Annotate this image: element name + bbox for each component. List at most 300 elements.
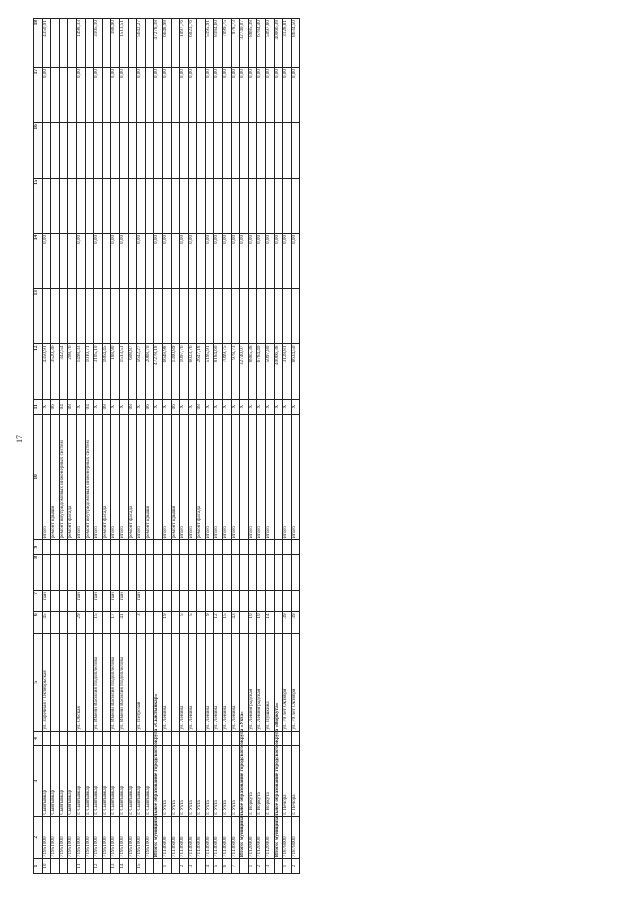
table-cell — [266, 591, 275, 612]
table-cell: 39 — [283, 612, 292, 633]
header-cell: 6 — [34, 612, 43, 633]
table-cell: Х — [283, 399, 292, 414]
table-cell: 71136000 — [231, 816, 240, 859]
table-cell — [119, 555, 128, 591]
table-cell: 08 — [102, 399, 111, 414]
table-cell: 1498,33 — [76, 344, 85, 399]
table-cell: 8885,38 — [248, 344, 257, 399]
header-cell: 18 — [34, 19, 43, 68]
table-cell: 32740,07 — [240, 344, 249, 399]
table-cell — [231, 123, 240, 178]
table-cell — [128, 123, 137, 178]
table-cell: 3128,81 — [283, 19, 292, 68]
table-cell — [231, 591, 240, 612]
table-cell — [42, 123, 51, 178]
table-cell — [257, 123, 266, 178]
table-cell — [145, 540, 154, 555]
table-cell — [180, 555, 189, 591]
table-cell: Х — [231, 399, 240, 414]
page-number: 17 — [15, 435, 24, 443]
table-cell: 2647,18 — [197, 344, 206, 399]
table-cell — [85, 178, 94, 233]
table-cell: 17 — [111, 612, 120, 633]
table-row — [180, 19, 189, 874]
table-cell — [145, 591, 154, 612]
table-cell — [102, 555, 111, 591]
header-cell: 16 — [34, 123, 43, 178]
table-cell: 7099,75 — [223, 344, 232, 399]
table-cell: 08 — [128, 399, 137, 414]
table-cell: итого — [162, 414, 171, 539]
table-cell — [291, 289, 300, 344]
table-cell: итого — [214, 414, 223, 539]
table-cell: 0,00 — [76, 233, 85, 288]
table-cell: 0,00 — [283, 233, 292, 288]
table-cell — [240, 555, 249, 591]
table-cell — [94, 178, 103, 233]
table-row — [111, 19, 120, 874]
table-cell: 6648,98 — [162, 344, 171, 399]
table-cell — [248, 731, 257, 746]
table-cell: г. Сывтывкар — [111, 746, 120, 816]
table-cell — [59, 289, 68, 344]
table-cell — [51, 178, 60, 233]
table-cell — [145, 123, 154, 178]
table-cell: 1 — [162, 859, 171, 874]
table-cell: 71951000 — [111, 816, 120, 859]
table-row — [102, 19, 111, 874]
table-cell: 0,00 — [188, 233, 197, 288]
table-cell: 71136000 — [214, 816, 223, 859]
table-cell: 71951000 — [128, 816, 137, 859]
table-cell — [76, 289, 85, 344]
table-cell: 0,00 — [42, 68, 51, 123]
table-cell — [42, 178, 51, 233]
header-row — [34, 19, 43, 874]
table-cell: 08 — [197, 399, 206, 414]
table-cell — [248, 540, 257, 555]
table-cell — [102, 731, 111, 746]
table-cell: 40066,38 — [274, 344, 283, 399]
table-cell: итого — [76, 414, 85, 539]
table-cell: Итого: муниципальное образование городского округа «Воркута» — [274, 816, 283, 859]
table-row — [223, 19, 232, 874]
table-cell — [240, 289, 249, 344]
table-cell — [188, 731, 197, 746]
table-cell — [188, 540, 197, 555]
table-cell: 71951000 — [68, 816, 77, 859]
table-cell: г. Воркута — [266, 746, 275, 816]
table-cell — [197, 555, 206, 591]
table-cell: Х — [291, 399, 300, 414]
table-cell: г. Ухта — [231, 746, 240, 816]
table-cell — [51, 289, 60, 344]
table-cell — [223, 591, 232, 612]
table-cell: 5642,27 — [137, 344, 146, 399]
table-cell: 0,00 — [214, 233, 223, 288]
table-cell — [51, 612, 60, 633]
table-row — [128, 19, 137, 874]
table-cell: г. Сывтывкар — [102, 746, 111, 816]
table-cell — [137, 123, 146, 178]
table-cell: 71136000 — [180, 816, 189, 859]
table-cell: пан — [76, 591, 85, 612]
table-row — [171, 19, 180, 874]
table-cell: 188,90 — [111, 19, 120, 68]
table-cell — [205, 178, 214, 233]
table-cell — [111, 123, 120, 178]
table-cell — [291, 540, 300, 555]
table-cell: 29 — [76, 612, 85, 633]
table-cell: 14 — [119, 859, 128, 874]
table-cell — [283, 555, 292, 591]
table-cell: 4350,91 — [42, 19, 51, 68]
table-cell: г. Воркута — [257, 746, 266, 816]
table-cell — [145, 289, 154, 344]
table-cell — [68, 123, 77, 178]
table-row — [94, 19, 103, 874]
table-cell: 71136000 — [171, 816, 180, 859]
table-cell: 5 — [180, 612, 189, 633]
table-cell: 71120000 — [257, 816, 266, 859]
table-row — [248, 19, 257, 874]
table-cell: Х — [137, 399, 146, 414]
table-cell — [180, 178, 189, 233]
table-cell — [171, 123, 180, 178]
table-cell: 0,00 — [111, 233, 120, 288]
table-cell — [205, 123, 214, 178]
header-cell: 10 — [34, 414, 43, 539]
table-cell — [214, 289, 223, 344]
table-cell: г. Сывтывкар — [137, 746, 146, 816]
table-cell: 0,00 — [274, 233, 283, 288]
table-cell: 08 — [68, 399, 77, 414]
table-cell: итого — [231, 414, 240, 539]
table-cell — [128, 289, 137, 344]
table-cell: Х — [76, 399, 85, 414]
table-cell: 6 — [223, 859, 232, 874]
table-cell — [59, 123, 68, 178]
table-cell: 14 — [266, 612, 275, 633]
table-cell — [274, 289, 283, 344]
table-cell: Сывтывкар — [59, 746, 68, 816]
table-cell — [145, 555, 154, 591]
table-cell: 5195,91 — [205, 344, 214, 399]
table-cell: Итого: муниципальное образование городского округа «Сыктывкар» — [154, 816, 163, 859]
table-cell — [171, 591, 180, 612]
table-cell: 0,00 — [162, 233, 171, 288]
table-cell: 0,00 — [42, 233, 51, 288]
table-cell: Х — [205, 399, 214, 414]
table-cell — [102, 289, 111, 344]
table-cell — [76, 178, 85, 233]
table-cell: ремонт фасада — [102, 414, 111, 539]
table-cell: Х — [214, 399, 223, 414]
table-cell: Х — [248, 399, 257, 414]
table-cell — [248, 123, 257, 178]
table-cell — [154, 414, 163, 539]
table-cell — [223, 178, 232, 233]
table-cell: 04 — [85, 399, 94, 414]
table-cell: 06 — [51, 399, 60, 414]
table-cell — [102, 540, 111, 555]
header-cell: 7 — [34, 591, 43, 612]
table-cell — [223, 123, 232, 178]
header-cell: 15 — [34, 178, 43, 233]
table-cell — [68, 540, 77, 555]
table-cell: г. Сывтывкар — [85, 746, 94, 816]
table-cell: ул. Ленина — [223, 633, 232, 731]
table-cell — [257, 289, 266, 344]
table-cell — [59, 731, 68, 746]
table-cell — [283, 591, 292, 612]
table-cell — [266, 555, 275, 591]
budget-table — [33, 18, 300, 874]
table-cell: 0,00 — [266, 233, 275, 288]
table-cell: 71951000 — [94, 816, 103, 859]
table-cell: 5 — [188, 612, 197, 633]
table-cell — [257, 540, 266, 555]
table-cell — [162, 591, 171, 612]
table-cell — [240, 178, 249, 233]
table-cell: итого — [137, 414, 146, 539]
table-cell — [111, 731, 120, 746]
table-cell: 0,00 — [119, 233, 128, 288]
table-cell — [102, 178, 111, 233]
table-cell: 0,00 — [214, 68, 223, 123]
header-cell: 2 — [34, 816, 43, 859]
table-cell: 43 — [231, 612, 240, 633]
table-cell: 5097,80 — [266, 344, 275, 399]
table-cell — [180, 731, 189, 746]
table-cell — [162, 289, 171, 344]
table-cell: 6023,76 — [188, 19, 197, 68]
table-cell: 10 — [257, 612, 266, 633]
table-cell — [42, 540, 51, 555]
table-cell — [257, 591, 266, 612]
table-cell — [197, 289, 206, 344]
table-cell: Сывтывкар — [68, 746, 77, 816]
table-cell — [128, 540, 137, 555]
table-row — [274, 19, 283, 874]
table-row — [162, 19, 171, 874]
table-cell — [137, 731, 146, 746]
table-row — [188, 19, 197, 874]
table-row — [137, 19, 146, 874]
table-cell — [76, 540, 85, 555]
table-cell — [162, 731, 171, 746]
rotated-table-wrapper — [33, 18, 628, 874]
table-cell: 06 — [171, 399, 180, 414]
table-cell: 1300,89 — [171, 344, 180, 399]
table-cell: Х — [257, 399, 266, 414]
table-cell — [59, 540, 68, 555]
table-cell — [51, 859, 60, 874]
table-cell: г. Печора — [291, 746, 300, 816]
table-cell: 1010,71 — [85, 344, 94, 399]
table-cell: ремонт внутридомовых инженерных систем — [59, 414, 68, 539]
table-cell: ремонт фасада — [128, 414, 137, 539]
table-cell — [231, 540, 240, 555]
table-cell — [283, 178, 292, 233]
table-cell — [205, 289, 214, 344]
table-cell: г. Ухта — [162, 746, 171, 816]
table-cell: 15 — [94, 612, 103, 633]
table-cell: 0,00 — [205, 68, 214, 123]
table-cell — [214, 178, 223, 233]
table-cell: 4350,91 — [42, 344, 51, 399]
table-cell — [274, 555, 283, 591]
table-cell — [257, 178, 266, 233]
header-cell: 1 — [34, 859, 43, 874]
table-cell: 32740,07 — [240, 19, 249, 68]
table-cell — [248, 555, 257, 591]
table-cell: ул. Ленина — [205, 633, 214, 731]
table-cell: 0,00 — [266, 68, 275, 123]
table-cell: 1 — [283, 859, 292, 874]
table-cell: 2 — [291, 859, 300, 874]
table-cell: ремонт фасада — [68, 414, 77, 539]
table-cell: 8634,50 — [291, 19, 300, 68]
table-cell: 04 — [59, 399, 68, 414]
table-cell — [145, 612, 154, 633]
table-cell: итого — [180, 414, 189, 539]
table-cell: 71951000 — [102, 816, 111, 859]
table-cell: 0,00 — [162, 68, 171, 123]
table-cell — [111, 289, 120, 344]
table-cell: 6784,40 — [257, 344, 266, 399]
table-cell: 7099,75 — [223, 19, 232, 68]
table-cell — [111, 555, 120, 591]
table-cell — [128, 555, 137, 591]
table-cell — [94, 731, 103, 746]
table-cell — [240, 123, 249, 178]
table-cell: г. Печора — [283, 746, 292, 816]
table-cell: 608,87 — [128, 344, 137, 399]
table-cell — [59, 178, 68, 233]
table-cell: 71951000 — [51, 816, 60, 859]
table-cell — [68, 178, 77, 233]
table-row — [119, 19, 128, 874]
table-cell — [51, 633, 60, 731]
table-cell — [188, 289, 197, 344]
table-cell — [291, 591, 300, 612]
table-cell: ул. Ленинградская — [257, 633, 266, 731]
table-cell: 0,00 — [274, 68, 283, 123]
table-cell: 3 — [266, 859, 275, 874]
header-cell: 14 — [34, 233, 43, 288]
table-cell — [85, 123, 94, 178]
table-cell — [231, 178, 240, 233]
table-cell: г. Ухта — [214, 746, 223, 816]
table-cell: Х — [42, 399, 51, 414]
table-row — [68, 19, 77, 874]
table-cell — [94, 555, 103, 591]
table-cell: 0,00 — [137, 68, 146, 123]
table-cell: ул. 70 лет Октября — [291, 633, 300, 731]
table-cell — [266, 123, 275, 178]
table-cell — [274, 178, 283, 233]
table-row — [283, 19, 292, 874]
table-cell — [266, 540, 275, 555]
table-cell — [137, 289, 146, 344]
table-cell: г. Ухта — [205, 746, 214, 816]
table-cell — [257, 555, 266, 591]
table-cell — [214, 540, 223, 555]
table-cell: итого — [119, 414, 128, 539]
table-cell: 0,00 — [291, 233, 300, 288]
table-cell: 11 — [76, 859, 85, 874]
table-cell: г. Сывтывкар — [145, 746, 154, 816]
table-row — [214, 19, 223, 874]
table-cell: ул. Петрозав — [137, 633, 146, 731]
table-cell: ремонт внутридомовых инженерных систем — [85, 414, 94, 539]
table-cell: 0,00 — [223, 233, 232, 288]
table-cell — [154, 123, 163, 178]
table-cell — [231, 289, 240, 344]
table-cell: 0,00 — [231, 233, 240, 288]
table-cell — [119, 289, 128, 344]
table-cell — [154, 540, 163, 555]
table-cell: пан — [119, 591, 128, 612]
table-cell: 3105,10 — [94, 19, 103, 68]
header-cell: 12 — [34, 344, 43, 399]
table-cell: 47278,18 — [154, 344, 163, 399]
table-cell — [248, 289, 257, 344]
table-cell — [171, 540, 180, 555]
table-cell — [137, 555, 146, 591]
table-cell — [76, 555, 85, 591]
table-row — [85, 19, 94, 874]
table-cell: итого — [42, 414, 51, 539]
table-cell — [119, 731, 128, 746]
table-cell: 208,76 — [68, 344, 77, 399]
header-cell: 3 — [34, 746, 43, 816]
table-cell: г. Ухта — [223, 746, 232, 816]
table-row — [42, 19, 51, 874]
table-cell: 0,00 — [240, 233, 249, 288]
table-cell: 71951000 — [137, 816, 146, 859]
table-cell: 8634,50 — [291, 344, 300, 399]
table-cell — [291, 555, 300, 591]
table-cell: 0,00 — [283, 68, 292, 123]
table-cell: Сывтывкар — [51, 746, 60, 816]
table-cell: 71136000 — [205, 816, 214, 859]
table-cell: г. Сывтывкар — [128, 746, 137, 816]
table-cell — [119, 178, 128, 233]
table-cell: г. Ухта — [180, 746, 189, 816]
table-cell: 2088,70 — [145, 344, 154, 399]
table-cell: Сывтывкар — [42, 746, 51, 816]
table-cell: итого — [223, 414, 232, 539]
table-cell — [68, 731, 77, 746]
table-cell: Х — [223, 399, 232, 414]
table-cell — [283, 731, 292, 746]
table-cell — [240, 591, 249, 612]
table-cell — [59, 633, 68, 731]
table-cell: 06 — [145, 399, 154, 414]
table-cell — [283, 540, 292, 555]
table-cell: г. Воркута — [248, 746, 257, 816]
table-cell — [94, 540, 103, 555]
table-cell: 71951000 — [59, 816, 68, 859]
table-cell: 15 — [223, 612, 232, 633]
table-cell — [205, 591, 214, 612]
table-cell: 71136000 — [223, 816, 232, 859]
table-cell — [205, 540, 214, 555]
table-cell — [154, 178, 163, 233]
table-cell — [266, 731, 275, 746]
